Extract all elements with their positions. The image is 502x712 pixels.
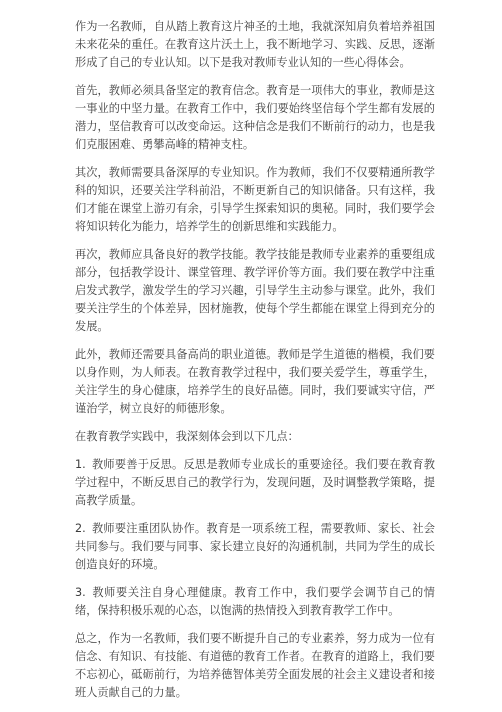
list-item-text: 教师要善于反思。反思是教师专业成长的重要途径。我们要在教育教学过程中，不断反思自己的教学行为，发现问题，及时调整教学策略，提高教学质量。 [75, 458, 435, 507]
intro-paragraph: 作为一名教师，自从踏上教育这片神圣的土地，我就深知肩负着培养祖国未来花朵的重任。在教育这片沃土上，我不断地学习、实践、反思，逐渐形成了自己的专业认知。以下是我对教师专业认知的一些心得体会。 [75, 20, 435, 69]
ethics-paragraph: 此外，教师还需要具备高尚的职业道德。教师是学生道德的楷模，我们要以身作则，为人师表。在教育教学过程中，我们要关爱学生，尊重学生，关注学生的身心健康，培养学生的良好品德。同时，我们要诚实守信，严谨治学，树立良好的师德形象。 [75, 348, 435, 415]
document-body [75, 18, 435, 712]
teaching-skills-paragraph: 再次，教师应具备良好的教学技能。教学技能是教师专业素养的重要组成部分，包括教学设计、课堂管理、教学评价等方面。我们要在教学中注重启发式教学，激发学生的学习兴趣，引导学生主动参与课堂。此外，我们要关注学生的个体差异，因材施教，使每个学生都能在课堂上得到充分的发展。 [75, 248, 435, 333]
list-item-number: 1. [75, 458, 86, 471]
list-item-text: 教师要关注自身心理健康。教育工作中，我们要学会调节自己的情绪，保持积极乐观的心态，以饱满的热情投入到教育教学工作中。 [75, 586, 435, 617]
list-item [75, 456, 435, 510]
list-item-number: 2. [75, 522, 86, 535]
list-item [75, 584, 435, 620]
practice-intro-paragraph: 在教育教学实践中，我深刻体会到以下几点： [75, 430, 299, 443]
knowledge-paragraph: 其次，教师需要具备深厚的专业知识。作为教师，我们不仅要精通所教学科的知识，还要关注学科前沿，不断更新自己的知识储备。只有这样，我们才能在课堂上游刃有余，引导学生探索知识的奥秘。同时，我们要学会将知识转化为能力，培养学生的创新思维和实践能力。 [75, 166, 435, 233]
list-item-text: 教师要注重团队协作。教育是一项系统工程，需要教师、家长、社会共同参与。我们要与同事、家长建立良好的沟通机制，共同为学生的成长创造良好的环境。 [75, 522, 435, 571]
belief-paragraph: 首先，教师必须具备坚定的教育信念。教育是一项伟大的事业，教师是这一事业的中坚力量。在教育工作中，我们要始终坚信每个学生都有发展的潜力，坚信教育可以改变命运。这种信念是我们不断前行的动力，也是我们克服困难、勇攀高峰的精神支柱。 [75, 84, 435, 151]
conclusion-paragraph: 总之，作为一名教师，我们要不断提升自己的专业素养，努力成为一位有信念、有知识、有技能、有道德的教育工作者。在教育的道路上，我们要不忘初心，砥砺前行，为培养德智体美劳全面发展的社会主义建设者和接班人贡献自己的力量。 [75, 632, 435, 699]
list-item-number: 3. [75, 586, 86, 599]
list-item [75, 520, 435, 574]
